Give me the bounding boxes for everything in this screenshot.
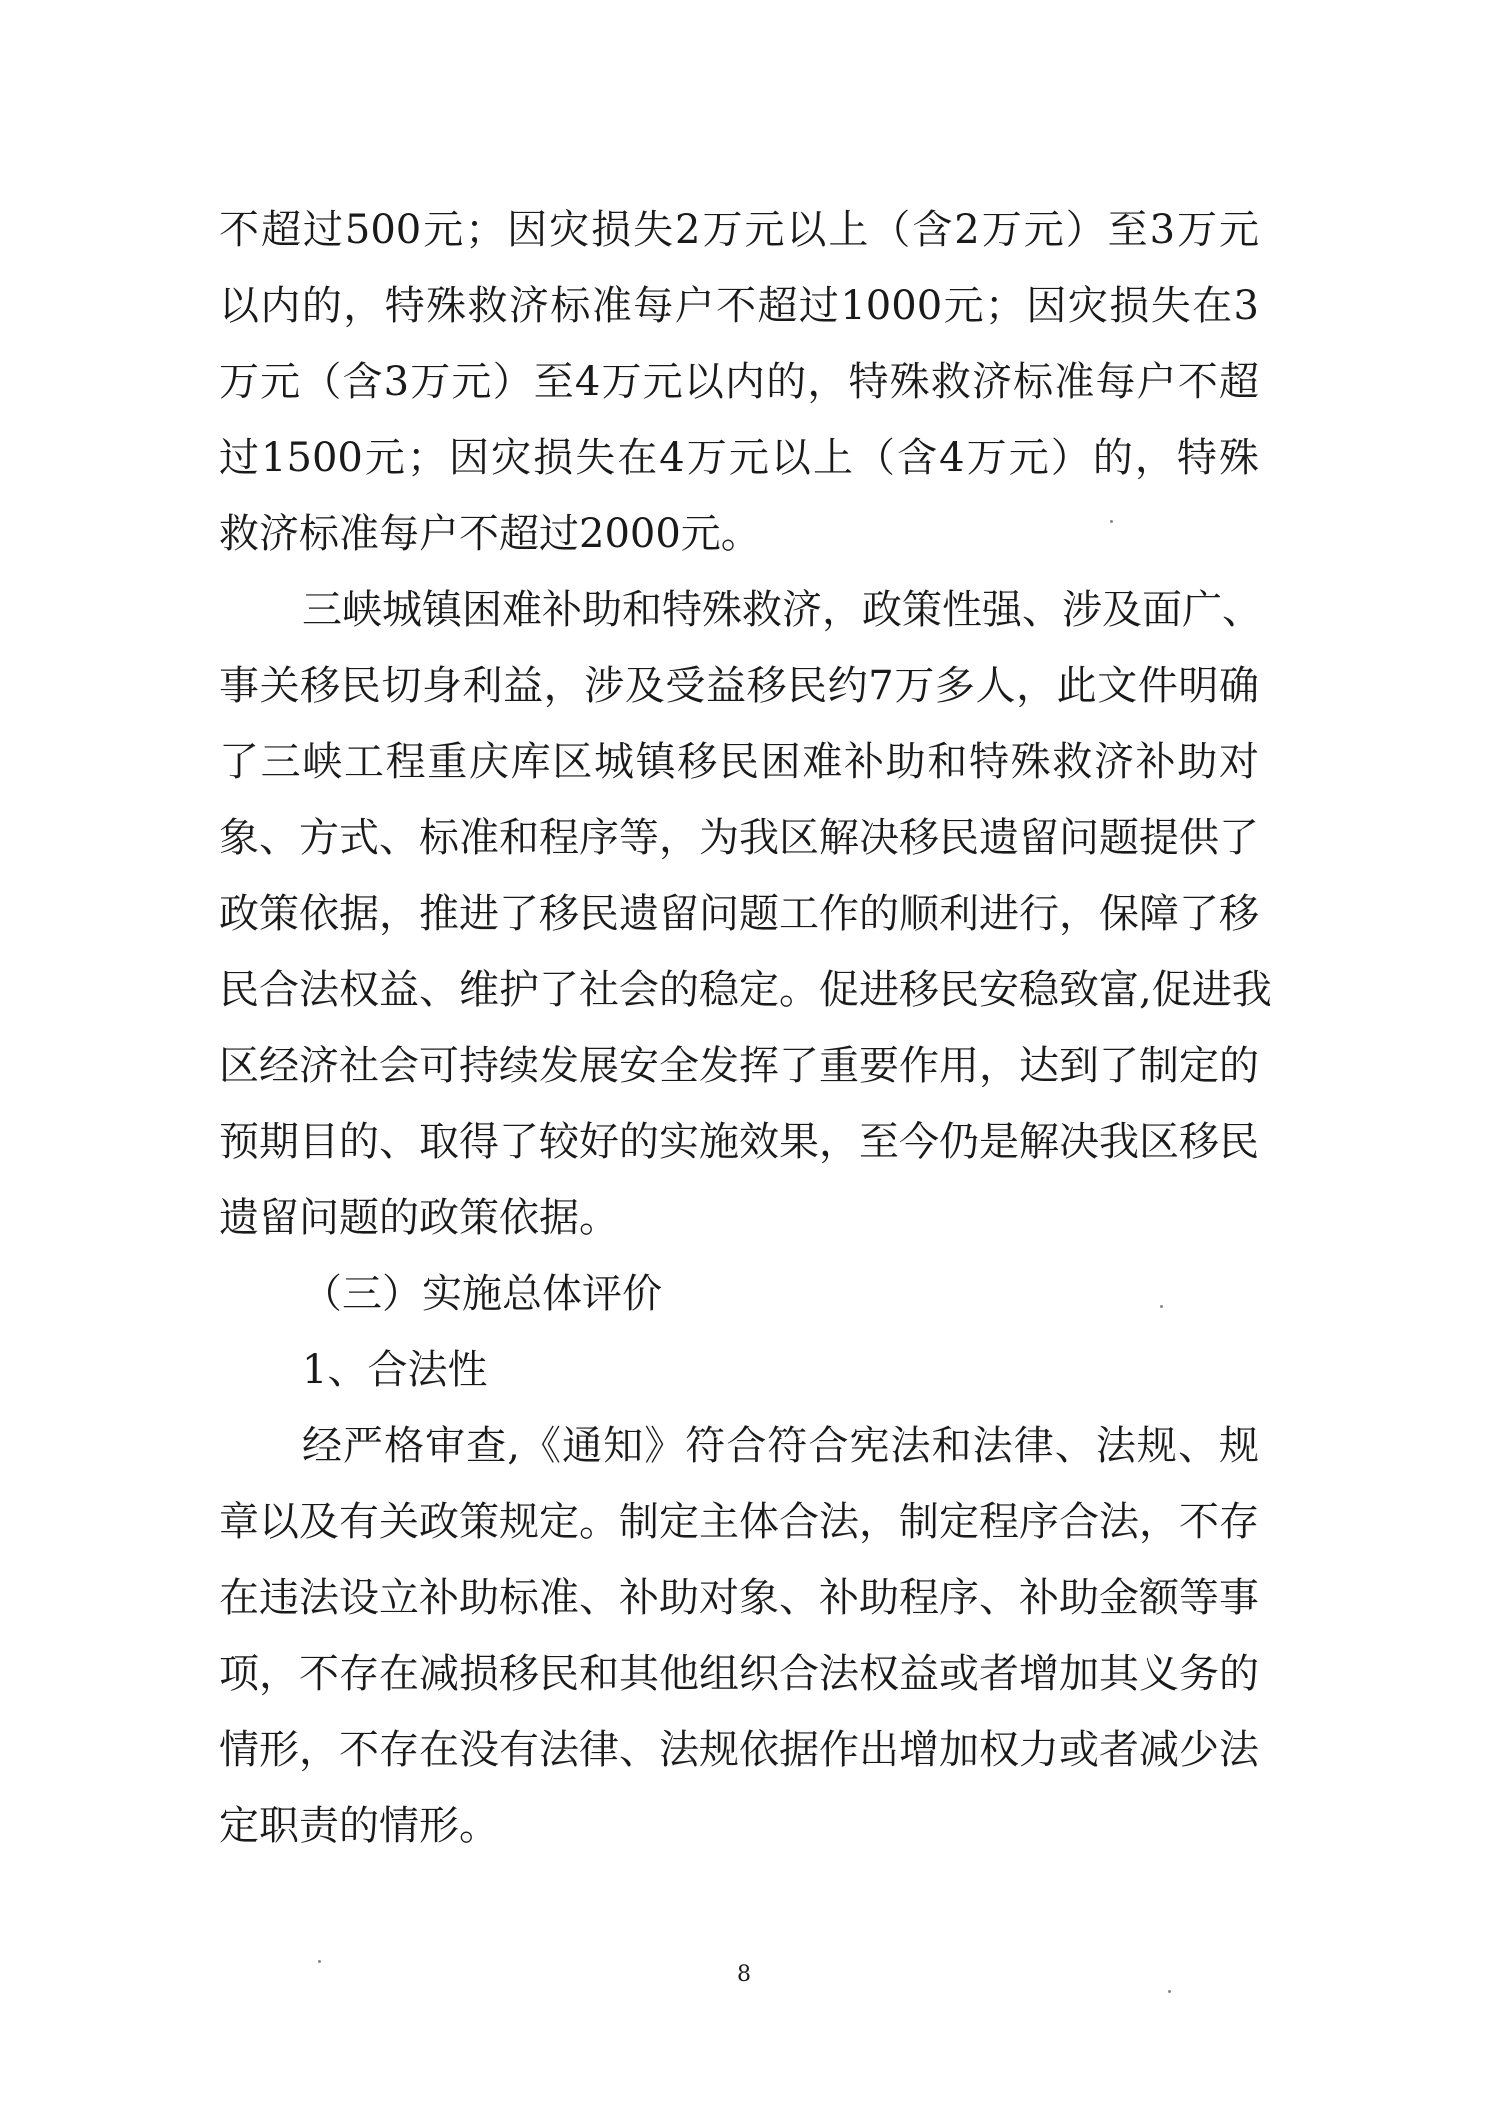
text-line: 遗留问题的政策依据。 (219, 1195, 619, 1241)
text-line: 不超过500元；因灾损失2万元以上（含2万元）至3万元 (219, 207, 1259, 253)
text-line: 象、方式、标准和程序等，为我区解决移民遗留问题提供了 (219, 815, 1259, 861)
text-line: 章以及有关政策规定。制定主体合法，制定程序合法，不存 (219, 1499, 1259, 1545)
scan-speck (1168, 1990, 1171, 1993)
scan-speck (1160, 1305, 1163, 1308)
text-line: 情形，不存在没有法律、法规依据作出增加权力或者减少法 (219, 1727, 1259, 1773)
text-line: 以内的，特殊救济标准每户不超过1000元；因灾损失在3 (219, 283, 1259, 329)
text-line: 过1500元；因灾损失在4万元以上（含4万元）的，特殊 (219, 435, 1259, 481)
text-line: 了三峡工程重庆库区城镇移民困难补助和特殊救济补助对 (219, 739, 1259, 785)
text-line: 预期目的、取得了较好的实施效果，至今仍是解决我区移民 (219, 1119, 1259, 1165)
text-line: 项，不存在减损移民和其他组织合法权益或者增加其义务的 (219, 1651, 1259, 1697)
text-line: 在违法设立补助标准、补助对象、补助程序、补助金额等事 (219, 1575, 1259, 1621)
scan-speck (1110, 520, 1113, 523)
scan-speck (318, 1960, 321, 1963)
text-line: 救济标准每户不超过2000元。 (219, 511, 761, 557)
text-line: 民合法权益、维护了社会的稳定。促进移民安稳致富,促进我 (219, 967, 1272, 1013)
text-line: 经严格审查,《通知》符合符合宪法和法律、法规、规 (302, 1423, 1259, 1469)
text-line: 区经济社会可持续发展安全发挥了重要作用，达到了制定的 (219, 1043, 1259, 1089)
section-heading: （三）实施总体评价 (302, 1271, 662, 1317)
text-line: 三峡城镇困难补助和特殊救济，政策性强、涉及面广、 (302, 587, 1262, 633)
subsection-heading: 1、合法性 (302, 1347, 488, 1393)
text-line: 定职责的情形。 (219, 1803, 499, 1849)
page-number: 8 (737, 1962, 751, 1987)
text-line: 万元（含3万元）至4万元以内的，特殊救济标准每户不超 (219, 359, 1259, 405)
text-line: 事关移民切身利益，涉及受益移民约7万多人，此文件明确 (219, 663, 1259, 709)
text-line: 政策依据，推进了移民遗留问题工作的顺利进行，保障了移 (219, 891, 1259, 937)
